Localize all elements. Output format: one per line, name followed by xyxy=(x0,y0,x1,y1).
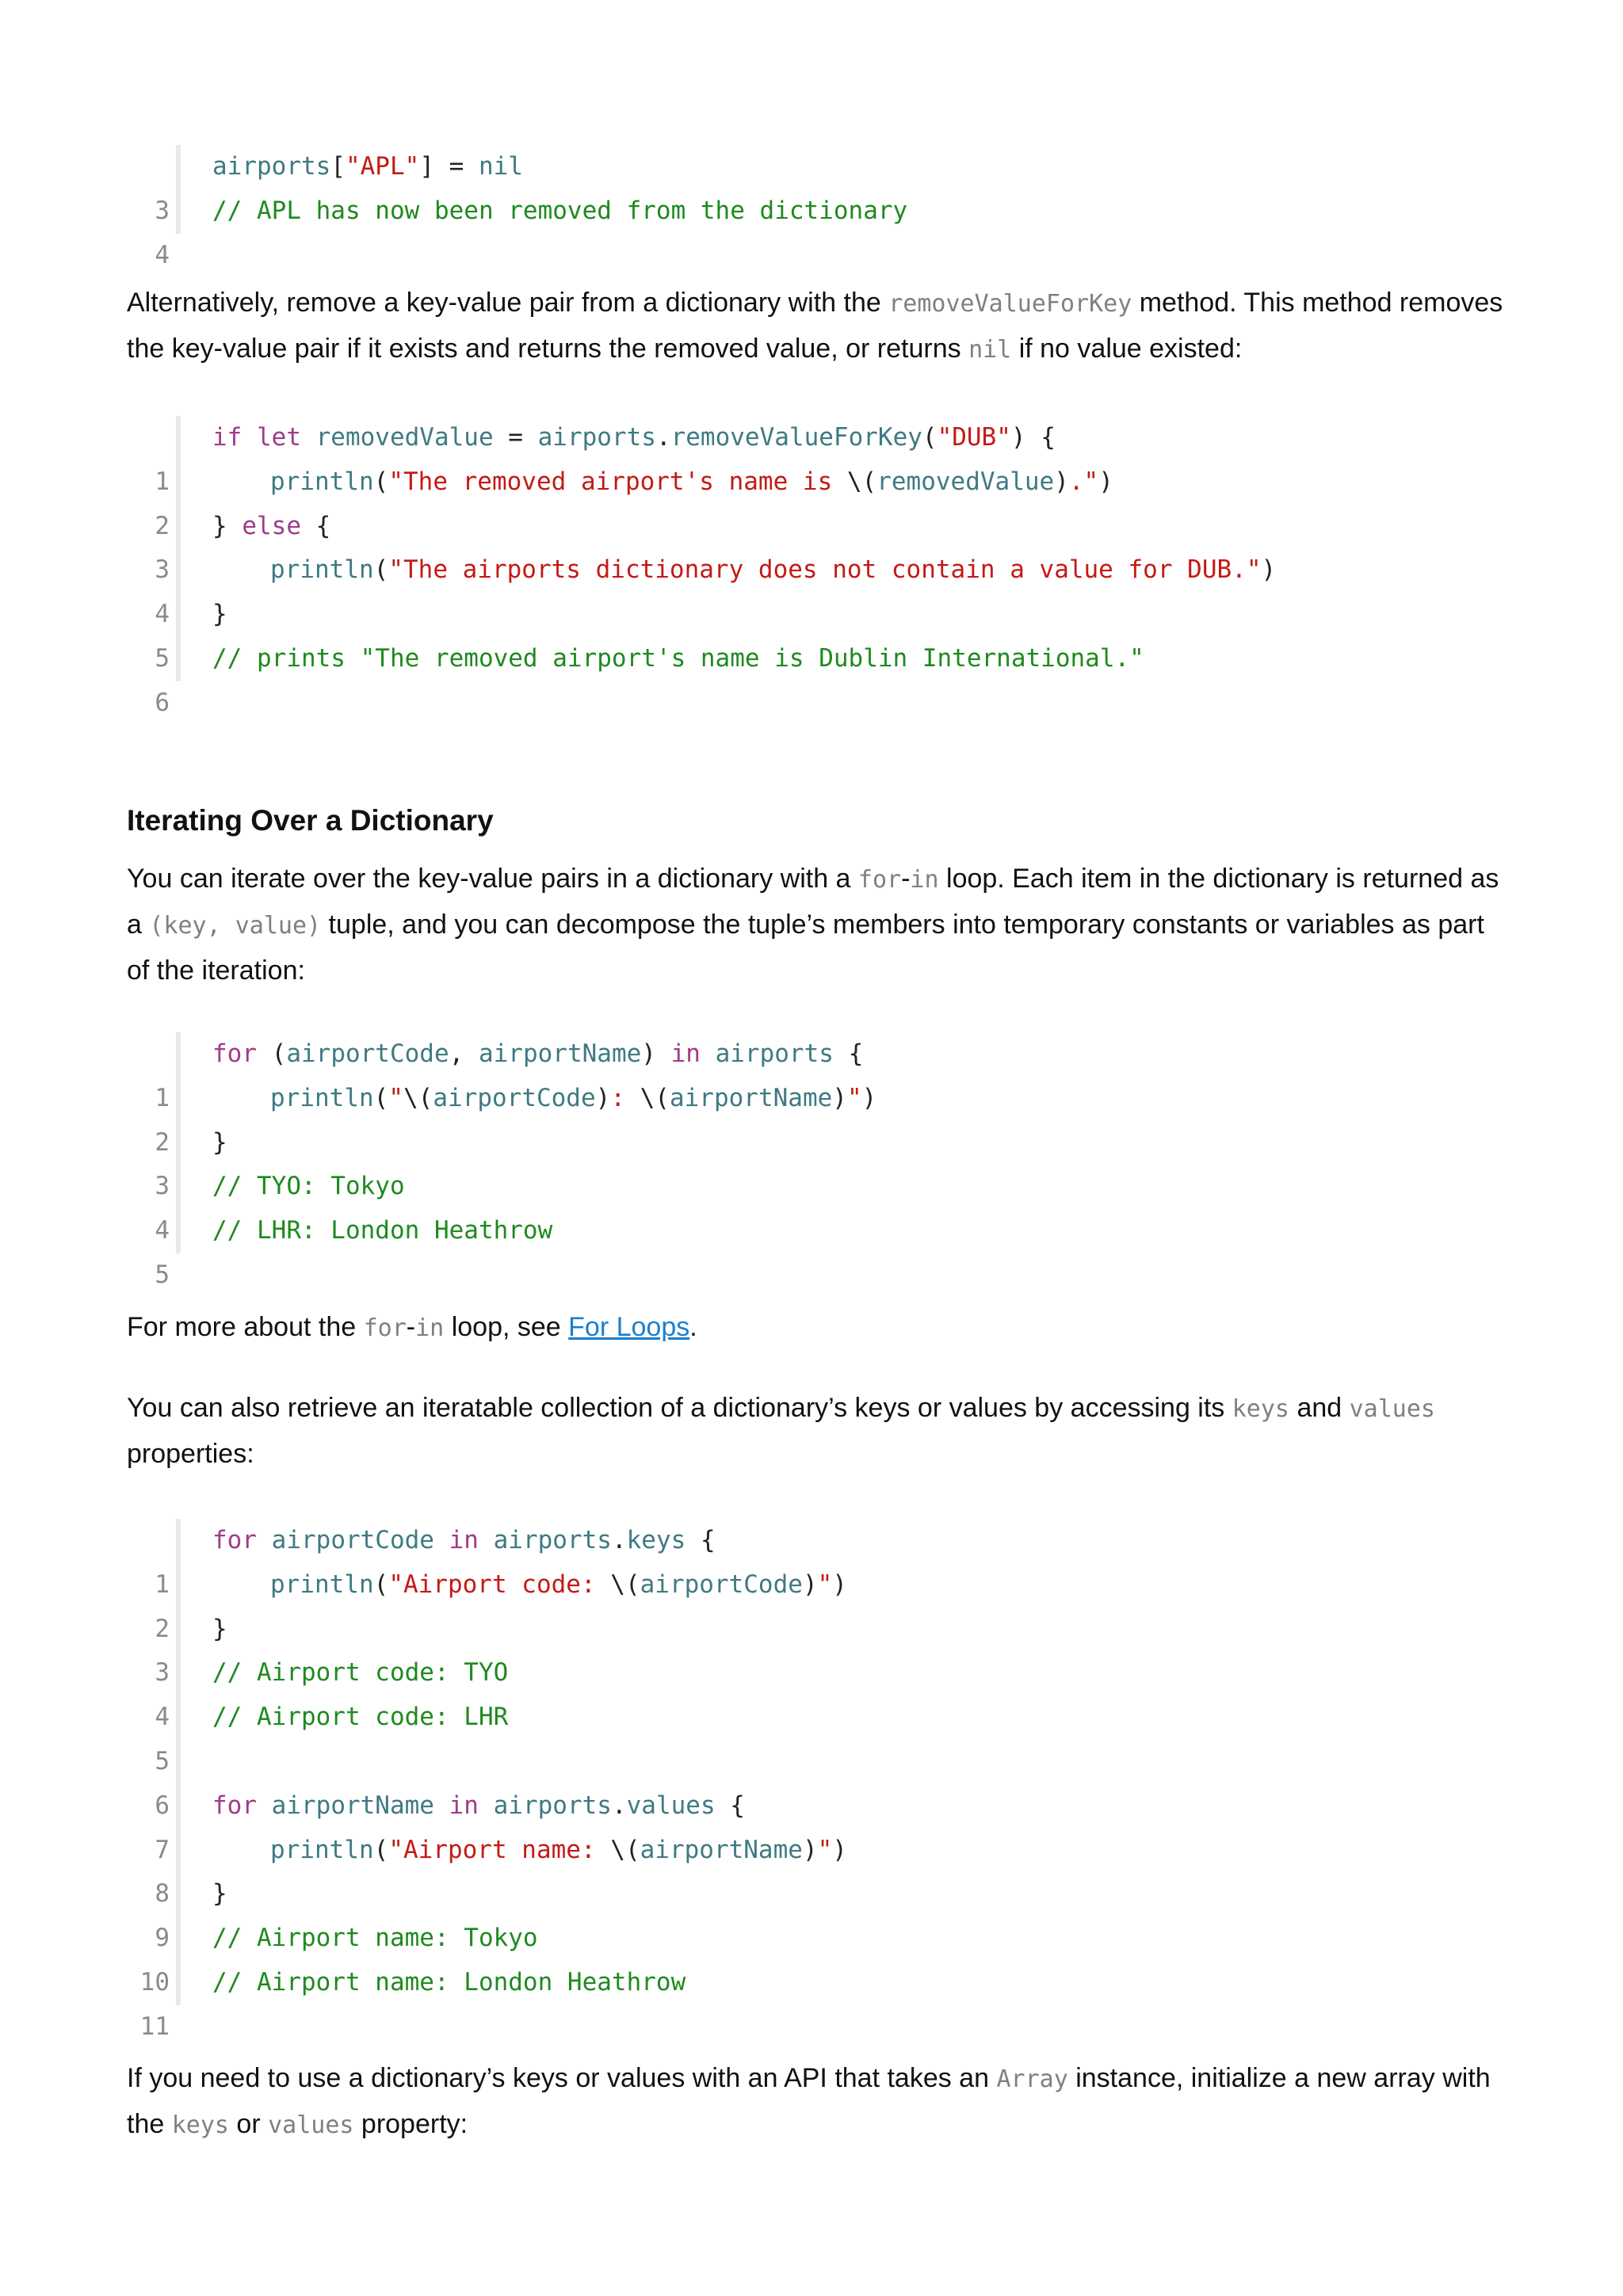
code-text: println("Airport name: \(airportName)") xyxy=(270,1835,847,1864)
line-number: 5 xyxy=(155,1746,170,1775)
code-comment: // prints "The removed airport's name is Dublin International." xyxy=(212,643,1144,673)
code-text: } else { xyxy=(212,511,331,540)
gutter-bar xyxy=(176,1121,181,1165)
line-number: 4 xyxy=(155,600,170,629)
code-text: println("The removed airport's name is \(removedValue).") xyxy=(270,467,1113,496)
line-number: 5 xyxy=(155,643,170,673)
paragraph-iterate: You can iterate over the key-value pairs in a dictionary with a for-in loop. Each item in the dictionary is returned as a (key, value) tuple, and you can decompose the tuple’s members into temporary constants or variables as part of the iteration: xyxy=(127,864,1499,986)
code-text: } xyxy=(212,600,227,629)
code-line xyxy=(127,189,1506,269)
gutter-bar xyxy=(176,1032,181,1077)
gutter-bar xyxy=(176,1829,181,1873)
line-number: 3 xyxy=(155,555,170,585)
inline-code: for xyxy=(363,1314,407,1342)
code-text: println("\(airportCode): \(airportName)") xyxy=(270,1083,877,1112)
line-number: 11 xyxy=(139,2012,170,2041)
code-text: for (airportCode, airportName) in airports { xyxy=(212,1039,864,1068)
code-text: for airportCode in airports.keys { xyxy=(212,1526,716,1554)
code-text: if let removedValue = airports.removeValueForKey("DUB") { xyxy=(212,423,1056,452)
gutter-bar xyxy=(176,460,181,505)
for-loops-link[interactable]: For Loops xyxy=(568,1312,690,1342)
paragraph-array-init: If you need to use a dictionary’s keys or values with an API that takes an Array instance, initialize a new array with the keys or values property: xyxy=(127,2063,1491,2139)
code-comment: // APL has now been removed from the dictionary xyxy=(212,196,908,225)
code-comment: // Airport code: LHR xyxy=(212,1703,509,1732)
code-block-for-in-tuple xyxy=(127,1032,1506,1289)
inline-code: in xyxy=(910,866,939,894)
gutter-bar xyxy=(176,637,181,681)
gutter-bar xyxy=(176,1077,181,1121)
gutter-bar xyxy=(176,593,181,637)
code-text: for airportName in airports.values { xyxy=(212,1791,745,1820)
line-number: 9 xyxy=(155,1924,170,1953)
line-number: 7 xyxy=(155,1835,170,1864)
code-comment: // LHR: London Heathrow xyxy=(212,1216,553,1245)
inline-code: keys xyxy=(171,2111,229,2139)
gutter-bar xyxy=(176,1695,181,1740)
code-text: } xyxy=(212,1879,227,1909)
line-number: 6 xyxy=(155,688,170,717)
line-number: 5 xyxy=(155,1260,170,1289)
inline-code: nil xyxy=(968,336,1012,364)
gutter-bar xyxy=(176,1563,181,1608)
code-line xyxy=(127,1209,1506,1289)
gutter-bar xyxy=(176,1209,181,1253)
code-comment: // Airport code: TYO xyxy=(212,1658,509,1688)
code-block-remove-nil xyxy=(127,145,1506,269)
gutter-bar xyxy=(176,1961,181,2005)
code-text: println("Airport code: \(airportCode)") xyxy=(270,1569,847,1599)
code-block-keys-values xyxy=(127,1519,1506,2041)
paragraph-for-loops-ref: For more about the for-in loop, see For Loops. xyxy=(127,1312,697,1342)
code-line xyxy=(127,1961,1506,2041)
line-number: 2 xyxy=(155,511,170,540)
inline-code: for xyxy=(857,866,902,894)
code-line xyxy=(127,1695,1506,1775)
line-number: 2 xyxy=(155,1614,170,1643)
gutter-bar xyxy=(176,1917,181,1961)
code-comment: // Airport name: Tokyo xyxy=(212,1924,538,1953)
paragraph-remove-value: Alternatively, remove a key-value pair from a dictionary with the removeValueForKey method. This method removes the key-value pair if it exists and returns the removed value, or returns nil if no value existed: xyxy=(127,288,1503,364)
inline-code: (key, value) xyxy=(149,912,322,940)
line-number: 1 xyxy=(155,1569,170,1599)
line-number: 4 xyxy=(155,1703,170,1732)
inline-code: values xyxy=(268,2111,354,2139)
gutter-bar xyxy=(176,1608,181,1652)
code-text: println("The airports dictionary does not contain a value for DUB.") xyxy=(270,555,1277,585)
line-number: 10 xyxy=(139,1967,170,1997)
paragraph-keys-values: You can also retrieve an iteratable collection of a dictionary’s keys or values by accessing its keys and values properties: xyxy=(127,1393,1435,1469)
line-number: 4 xyxy=(155,240,170,269)
code-comment: // TYO: Tokyo xyxy=(212,1172,405,1201)
code-line xyxy=(127,1563,1506,1643)
code-text: } xyxy=(212,1614,227,1643)
inline-code: values xyxy=(1349,1395,1435,1423)
line-number: 4 xyxy=(155,1216,170,1245)
code-line xyxy=(127,1077,1506,1157)
gutter-bar xyxy=(176,416,181,460)
gutter-bar xyxy=(176,1519,181,1563)
gutter-bar xyxy=(176,505,181,549)
line-number: 2 xyxy=(155,1127,170,1157)
gutter-bar xyxy=(176,1784,181,1829)
section-heading: Iterating Over a Dictionary xyxy=(127,804,494,837)
code-line xyxy=(127,548,1506,629)
line-number: 6 xyxy=(155,1791,170,1820)
line-number: 1 xyxy=(155,1083,170,1112)
gutter-bar xyxy=(176,1872,181,1917)
gutter-bar xyxy=(176,1165,181,1209)
gutter-bar xyxy=(176,189,181,234)
line-number: 3 xyxy=(155,1658,170,1688)
code-comment: // Airport name: London Heathrow xyxy=(212,1967,686,1997)
code-line xyxy=(127,637,1506,717)
line-number: 8 xyxy=(155,1879,170,1909)
line-number: 3 xyxy=(155,196,170,225)
gutter-bar xyxy=(176,1740,181,1784)
code-block-remove-value-for-key xyxy=(127,416,1506,717)
inline-code: in xyxy=(415,1314,445,1342)
gutter-bar xyxy=(176,1651,181,1695)
code-text: airports["APL"] = nil xyxy=(212,152,523,181)
inline-code: Array xyxy=(996,2065,1068,2093)
line-number: 1 xyxy=(155,467,170,496)
code-text: } xyxy=(212,1127,227,1157)
code-line xyxy=(127,1829,1506,1909)
line-number: 3 xyxy=(155,1172,170,1201)
gutter-bar xyxy=(176,548,181,593)
inline-code: keys xyxy=(1232,1395,1289,1423)
gutter-bar xyxy=(176,145,181,189)
inline-code: removeValueForKey xyxy=(888,290,1132,318)
